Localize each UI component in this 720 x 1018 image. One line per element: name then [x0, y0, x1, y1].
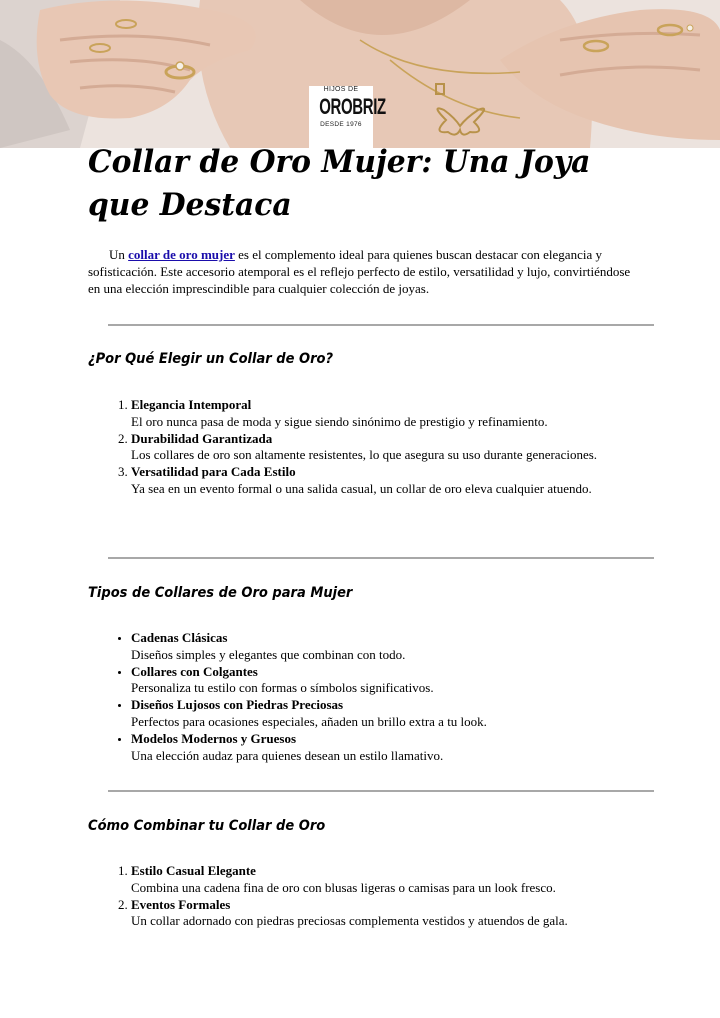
item-desc: Personaliza tu estilo con formas o símbolos significativos.	[131, 680, 434, 696]
item-title: Cadenas Clásicas	[131, 630, 228, 645]
item-title: Collares con Colgantes	[131, 663, 258, 679]
list-item	[131, 397, 651, 431]
item-desc: Perfectos para ocasiones especiales, añaden un brillo extra a tu look.	[131, 713, 487, 729]
collar-link[interactable]: collar de oro mujer	[128, 247, 235, 262]
list-item	[131, 431, 651, 465]
brand-line1: HIJOS DE	[323, 86, 359, 93]
item-title: Durabilidad Garantizada	[131, 430, 273, 446]
list-item	[131, 897, 651, 931]
item-desc: Combina una cadena fina de oro con blusas ligeras o camisas para un look fresco.	[131, 879, 556, 895]
list-item	[131, 863, 651, 897]
page-title: Collar de Oro Mujer: Una Joya que Destaca	[88, 144, 591, 223]
list-item	[131, 731, 651, 765]
item-title: Modelos Modernos y Gruesos	[131, 730, 297, 746]
divider	[108, 557, 654, 559]
brand-line3: DESDE 1976	[320, 121, 362, 128]
divider	[108, 324, 654, 326]
section3-list	[88, 863, 651, 930]
section2-heading: Tipos de Collares de Oro para Mujer	[88, 585, 353, 601]
intro-paragraph	[88, 246, 636, 297]
item-title: Elegancia Intemporal	[131, 397, 252, 412]
item-desc: Una elección audaz para quienes desean un estilo llamativo.	[131, 747, 444, 763]
intro-prefix: Un	[109, 247, 129, 262]
section3-heading: Cómo Combinar tu Collar de Oro	[88, 818, 326, 834]
item-title: Estilo Casual Elegante	[131, 863, 256, 878]
section1-heading: ¿Por Qué Elegir un Collar de Oro?	[88, 351, 334, 367]
intro-text: es el complemento ideal para quienes buscan destacar con elegancia y sofisticación. Este accesorio atemporal es el reflejo perfecto de estilo, versatilidad y lujo, convirtiéndose en una elección imprescindible para cualquier colección de joyas.	[88, 247, 631, 296]
item-desc: El oro nunca pasa de moda y sigue siendo sinónimo de prestigio y refinamiento.	[131, 413, 548, 429]
brand-name: OROBRIZ	[319, 94, 386, 119]
hero-image	[0, 0, 720, 148]
list-item	[131, 630, 651, 664]
section1-list	[88, 397, 651, 498]
divider	[108, 790, 654, 792]
list-item	[131, 664, 651, 698]
section2-list	[88, 630, 651, 764]
item-desc: Diseños simples y elegantes que combinan con todo.	[131, 646, 406, 662]
list-item	[131, 697, 651, 731]
item-title: Eventos Formales	[131, 896, 231, 912]
item-desc: Un collar adornado con piedras preciosas complementa vestidos y atuendos de gala.	[131, 913, 568, 929]
item-desc: Los collares de oro son altamente resistentes, lo que asegura su uso durante generaciones.	[131, 447, 598, 463]
list-item	[131, 464, 651, 498]
brand-logo	[309, 86, 386, 148]
item-desc: Ya sea en un evento formal o una salida casual, un collar de oro eleva cualquier atuendo.	[131, 480, 592, 496]
item-title: Versatilidad para Cada Estilo	[131, 464, 296, 480]
item-title: Diseños Lujosos con Piedras Preciosas	[131, 697, 344, 713]
